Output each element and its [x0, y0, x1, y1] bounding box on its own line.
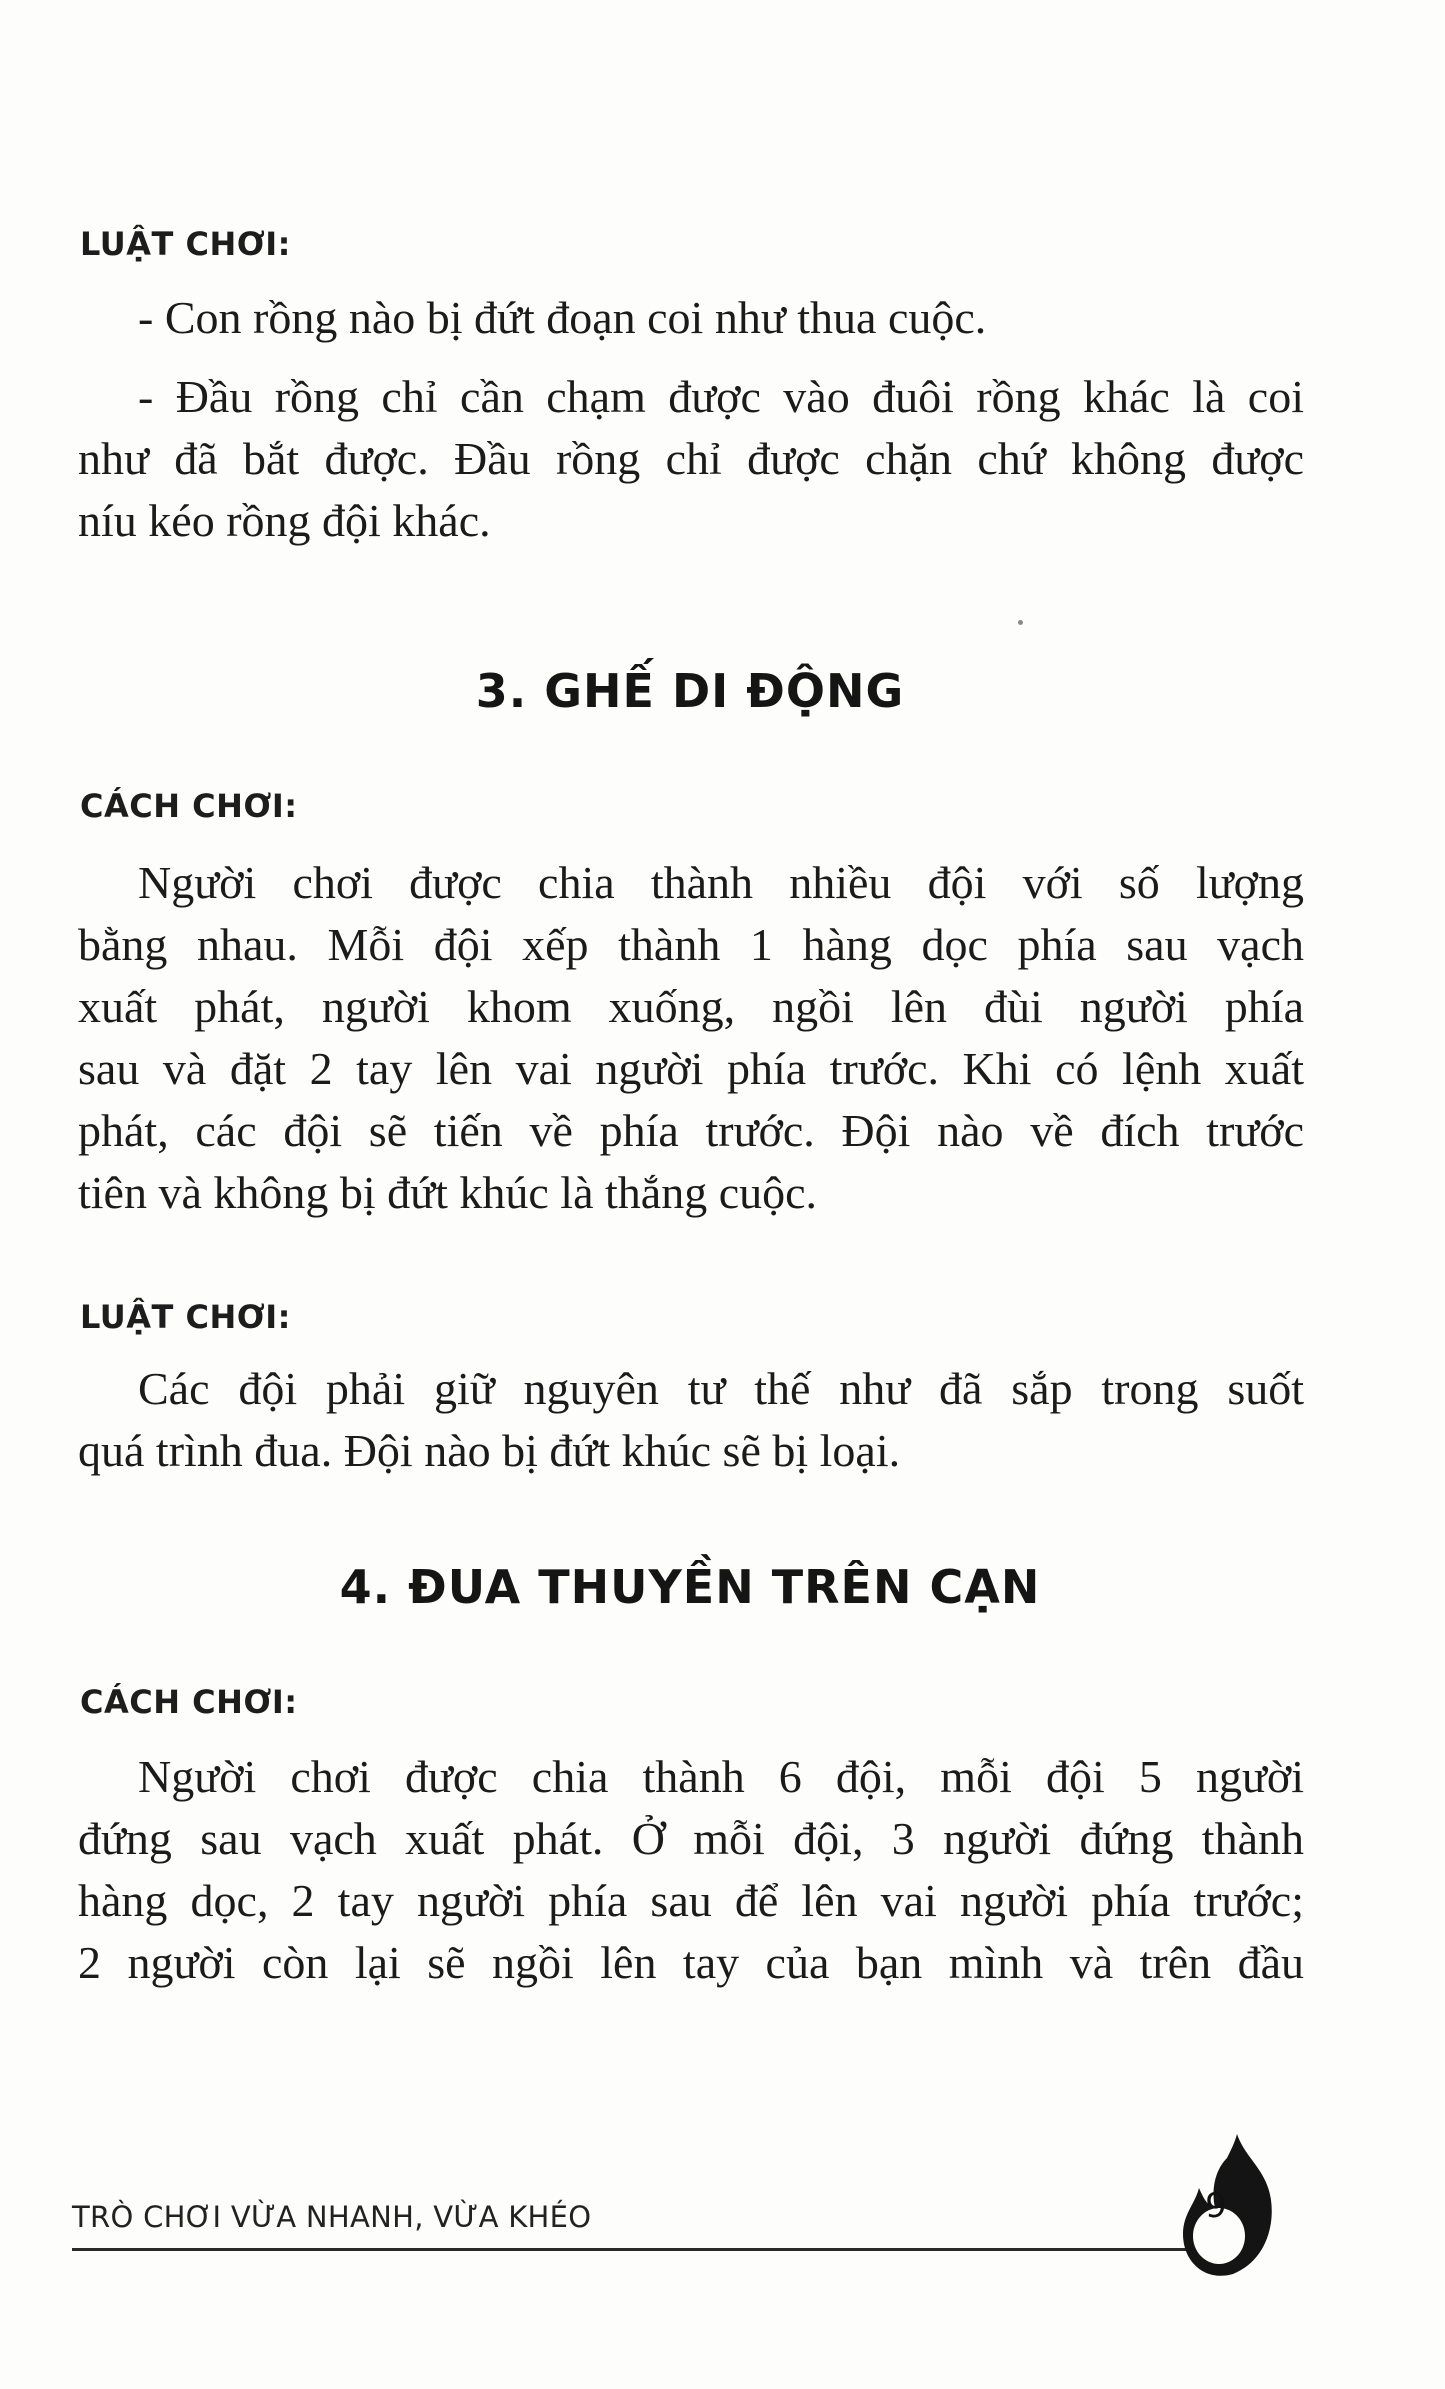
- page-number: 9: [1205, 2186, 1227, 2226]
- rule-2: [78, 366, 1304, 552]
- how-4-line-1: Người chơi được chia thành 6 đội, mỗi đội 5 người: [138, 1751, 1304, 1802]
- how-label-4: CÁCH CHƠI:: [80, 1683, 298, 1721]
- how-3-line-3: xuất phát, người khom xuống, ngồi lên đùi người phía: [78, 981, 1304, 1032]
- rule-2-line-2: như đã bắt được. Đầu rồng chỉ được chặn chứ không được: [78, 433, 1304, 484]
- how-4-line-2: đứng sau vạch xuất phát. Ở mỗi đội, 3 người đứng thành: [78, 1813, 1304, 1864]
- how-label-3: CÁCH CHƠI:: [80, 787, 298, 825]
- rule-1-line: - Con rồng nào bị đứt đoạn coi như thua cuộc.: [138, 292, 987, 343]
- how-paragraph-4: [78, 1746, 1304, 1994]
- book-title-footer: TRÒ CHƠI VỪA NHANH, VỪA KHÉO: [72, 2200, 592, 2234]
- rules-3-line-1: Các đội phải giữ nguyên tư thế như đã sắp trong suốt: [138, 1363, 1304, 1414]
- how-3-line-2: bằng nhau. Mỗi đội xếp thành 1 hàng dọc phía sau vạch: [78, 919, 1304, 970]
- how-3-line-5: phát, các đội sẽ tiến về phía trước. Đội nào về đích trước: [78, 1105, 1304, 1156]
- section-3-title: 3. GHẾ DI ĐỘNG: [475, 664, 905, 718]
- rules-paragraph-3: [78, 1358, 1304, 1482]
- how-3-line-1: Người chơi được chia thành nhiều đội với số lượng: [138, 857, 1304, 908]
- how-paragraph-3: [78, 852, 1304, 1224]
- rules-label-3: LUẬT CHƠI:: [80, 1298, 291, 1336]
- rule-2-line-3: níu kéo rồng đội khác.: [78, 495, 491, 546]
- rule-1: [78, 287, 1304, 349]
- rules-3-line-2: quá trình đua. Đội nào bị đứt khúc sẽ bị loại.: [78, 1425, 901, 1476]
- how-4-line-3: hàng dọc, 2 tay người phía sau để lên vai người phía trước;: [78, 1875, 1304, 1926]
- rule-2-line-1: - Đầu rồng chỉ cần chạm được vào đuôi rồng khác là coi: [138, 371, 1304, 422]
- rules-label-top: LUẬT CHƠI:: [80, 225, 291, 263]
- how-3-line-6: tiên và không bị đứt khúc là thắng cuộc.: [78, 1167, 818, 1218]
- how-3-line-4: sau và đặt 2 tay lên vai người phía trước. Khi có lệnh xuất: [78, 1043, 1304, 1094]
- footer-divider: [72, 2248, 1192, 2251]
- paper-speck: [1018, 620, 1023, 625]
- section-4-title: 4. ĐUA THUYỀN TRÊN CẠN: [339, 1560, 1041, 1614]
- how-4-line-4: 2 người còn lại sẽ ngồi lên tay của bạn mình và trên đầu: [78, 1937, 1304, 1988]
